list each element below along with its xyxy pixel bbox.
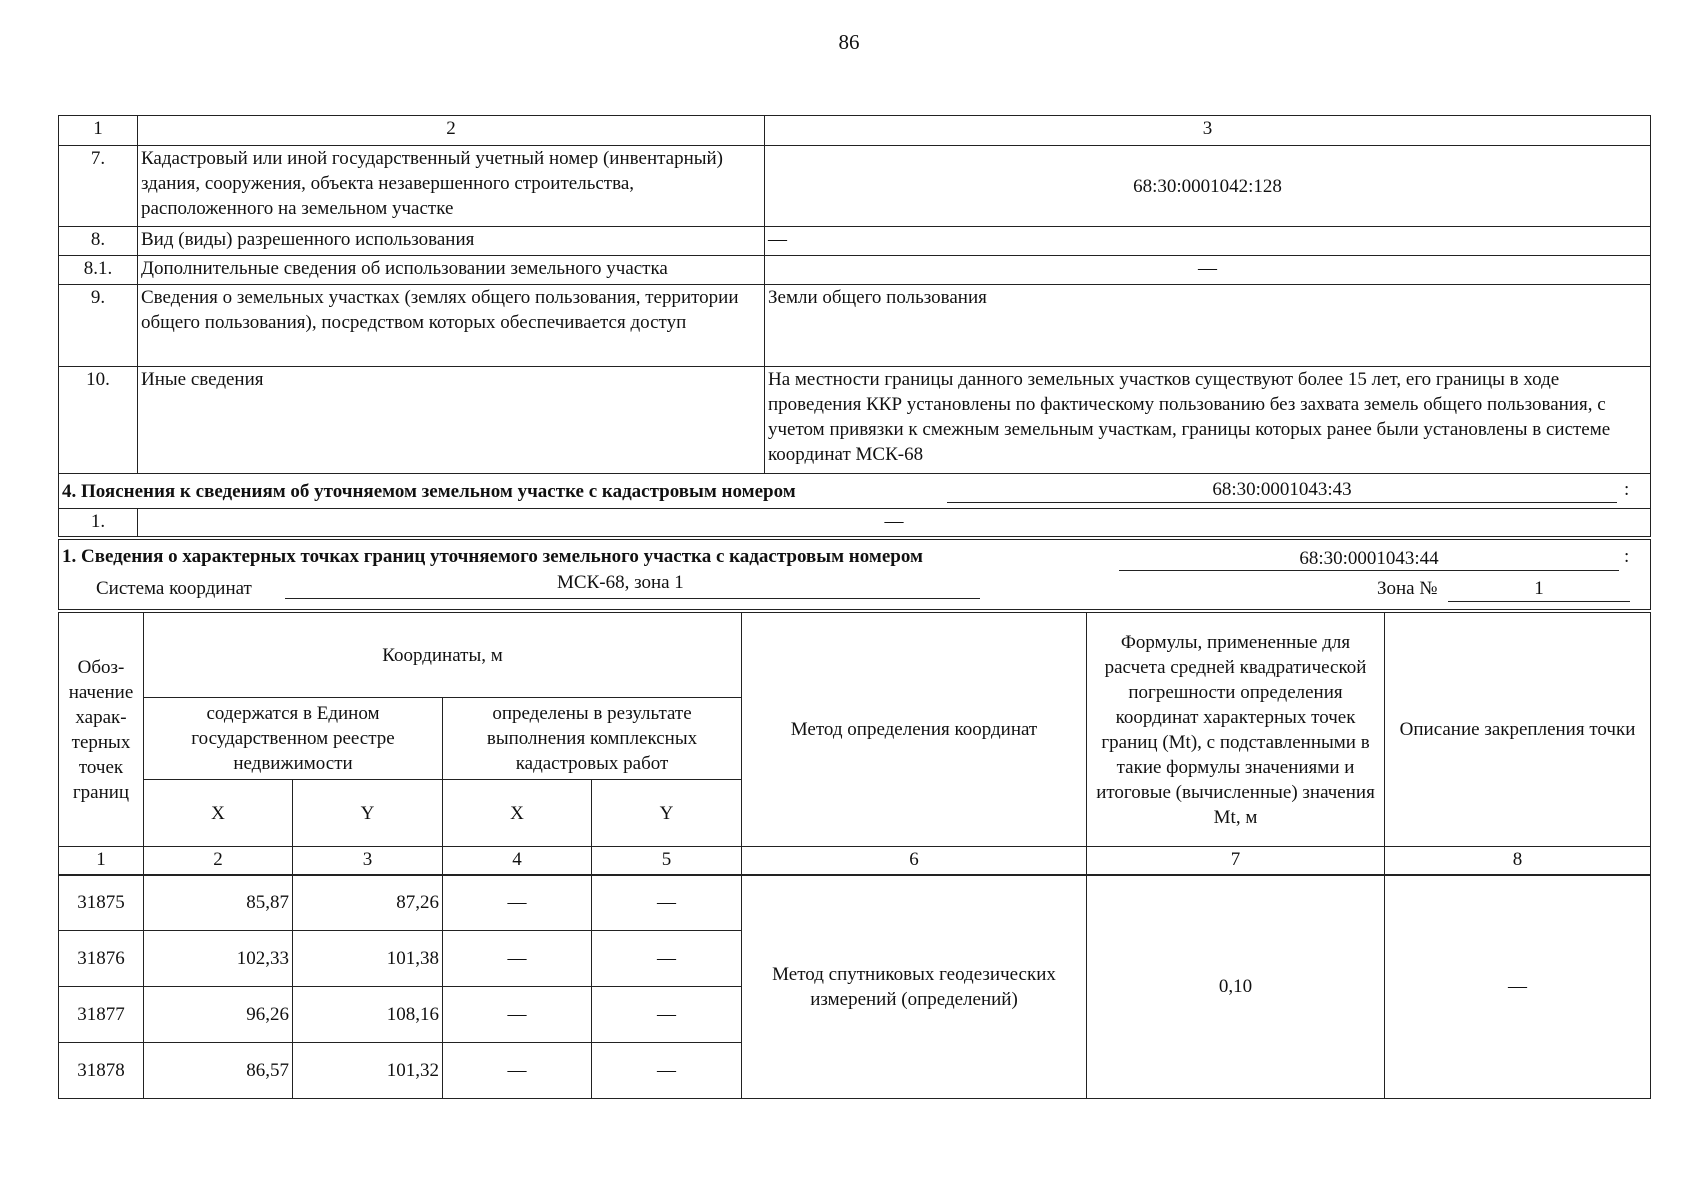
point-id: 31875 (59, 875, 144, 931)
row-value: На местности границы данного земельных участков существуют более 15 лет, его границы в ходе проведения ККР установлены по фактическому пользованию без захвата земель общего пользования, с учетом привязки к смежным земельным участкам, границы которых ранее были установлены в системе координат МСК-68 (765, 367, 1651, 474)
coord-system-label: Система координат (96, 577, 252, 599)
method-value: Метод спутниковых геодезических измерений (определений) (742, 875, 1087, 1099)
point-y-egrn: 108,16 (293, 987, 443, 1043)
table-row (59, 509, 1651, 538)
row-value: — (138, 509, 1651, 538)
row-value: 68:30:0001042:128 (765, 146, 1651, 227)
column-number: 1 (59, 847, 144, 875)
point-x-kkr: — (443, 987, 592, 1043)
column-number: 5 (592, 847, 742, 875)
row-number: 9. (59, 285, 138, 367)
header-x: X (443, 780, 592, 847)
point-y-egrn: 101,38 (293, 931, 443, 987)
table-row (59, 256, 1651, 285)
column-number: 4 (443, 847, 592, 875)
description-value: — (1385, 875, 1651, 1099)
row-label: Кадастровый или иной государственный учетный номер (инвентарный) здания, сооружения, объекта незавершенного строительства, расположенного на земельном участке (138, 146, 765, 227)
coord-system-value (285, 573, 980, 599)
column-number: 2 (144, 847, 293, 875)
row-label: Сведения о земельных участках (землях общего пользования, территории общего пользования), посредством которых обеспечивается доступ (138, 285, 765, 367)
section4-title: 4. Пояснения к сведениям об уточняемом земельном участке с кадастровым номером (62, 480, 796, 502)
point-y-kkr: — (592, 987, 742, 1043)
table-row (59, 227, 1651, 256)
page-number: 86 (838, 30, 860, 54)
header-y: Y (293, 780, 443, 847)
header-y: Y (592, 780, 742, 847)
column-number: 7 (1087, 847, 1385, 875)
row-number: 10. (59, 367, 138, 474)
header-designation: Обоз-начение харак-терных точек границ (59, 613, 144, 847)
table-row (59, 367, 1651, 474)
column-number: 1 (59, 116, 138, 146)
row-number: 8.1. (59, 256, 138, 285)
section1-title: 1. Сведения о характерных точках границ уточняемого земельного участка с кадастровым номером (62, 545, 923, 567)
column-number: 3 (293, 847, 443, 875)
section4-cadastral-number: 68:30:0001043:43 (947, 477, 1617, 503)
point-y-kkr: — (592, 1043, 742, 1099)
table-row (59, 875, 1651, 931)
row-label: Вид (виды) разрешенного использования (138, 227, 765, 256)
boundary-points-table (58, 612, 1651, 1099)
coord-system-value-text: МСК-68, зона 1 (557, 571, 684, 593)
header-method: Метод определения координат (742, 613, 1087, 847)
header-description: Описание закрепления точки (1385, 613, 1651, 847)
row-value: Земли общего пользования (765, 285, 1651, 367)
row-value: — (765, 227, 1651, 256)
section1-colon: : (1624, 545, 1630, 567)
header-x: X (144, 780, 293, 847)
row-number: 8. (59, 227, 138, 256)
header-formulas: Формулы, примененные для расчета средней квадратической погрешности определения координат характерных точек границ (Mt), с подставленными в такие формулы значениями и итоговые (вычисленные) значения Mt, м (1087, 613, 1385, 847)
cadastral-info-table (58, 115, 1651, 610)
table-row (59, 285, 1651, 367)
section1-header-row (59, 538, 1651, 610)
row-label: Иные сведения (138, 367, 765, 474)
zone-label: Зона № (1377, 577, 1438, 599)
header-kkr: определены в результате выполнения комплексных кадастровых работ (443, 698, 742, 780)
point-x-kkr: — (443, 1043, 592, 1099)
column-number: 6 (742, 847, 1087, 875)
section1-header (59, 538, 1651, 610)
column-number: 2 (138, 116, 765, 146)
point-x-egrn: 85,87 (144, 875, 293, 931)
section1-cadastral-number: 68:30:0001043:44 (1119, 546, 1619, 571)
column-number: 8 (1385, 847, 1651, 875)
point-y-egrn: 101,32 (293, 1043, 443, 1099)
table-row (59, 146, 1651, 227)
section4-header-row (59, 474, 1651, 509)
row-number: 7. (59, 146, 138, 227)
zone-value: 1 (1448, 576, 1630, 602)
point-id: 31878 (59, 1043, 144, 1099)
point-y-egrn: 87,26 (293, 875, 443, 931)
point-x-kkr: — (443, 875, 592, 931)
point-x-egrn: 86,57 (144, 1043, 293, 1099)
point-x-egrn: 96,26 (144, 987, 293, 1043)
row-label: Дополнительные сведения об использовании земельного участка (138, 256, 765, 285)
row-value: — (765, 256, 1651, 285)
point-y-kkr: — (592, 875, 742, 931)
column-number-row (59, 116, 1651, 146)
point-y-kkr: — (592, 931, 742, 987)
column-number-row (59, 847, 1651, 875)
section4-header (59, 474, 1651, 509)
header-egrn: содержатся в Едином государственном реестре недвижимости (144, 698, 443, 780)
row-number: 1. (59, 509, 138, 538)
column-number: 3 (765, 116, 1651, 146)
point-x-kkr: — (443, 931, 592, 987)
mt-value: 0,10 (1087, 875, 1385, 1099)
point-id: 31877 (59, 987, 144, 1043)
section4-colon: : (1624, 479, 1630, 500)
point-id: 31876 (59, 931, 144, 987)
header-coordinates: Координаты, м (144, 613, 742, 698)
point-x-egrn: 102,33 (144, 931, 293, 987)
